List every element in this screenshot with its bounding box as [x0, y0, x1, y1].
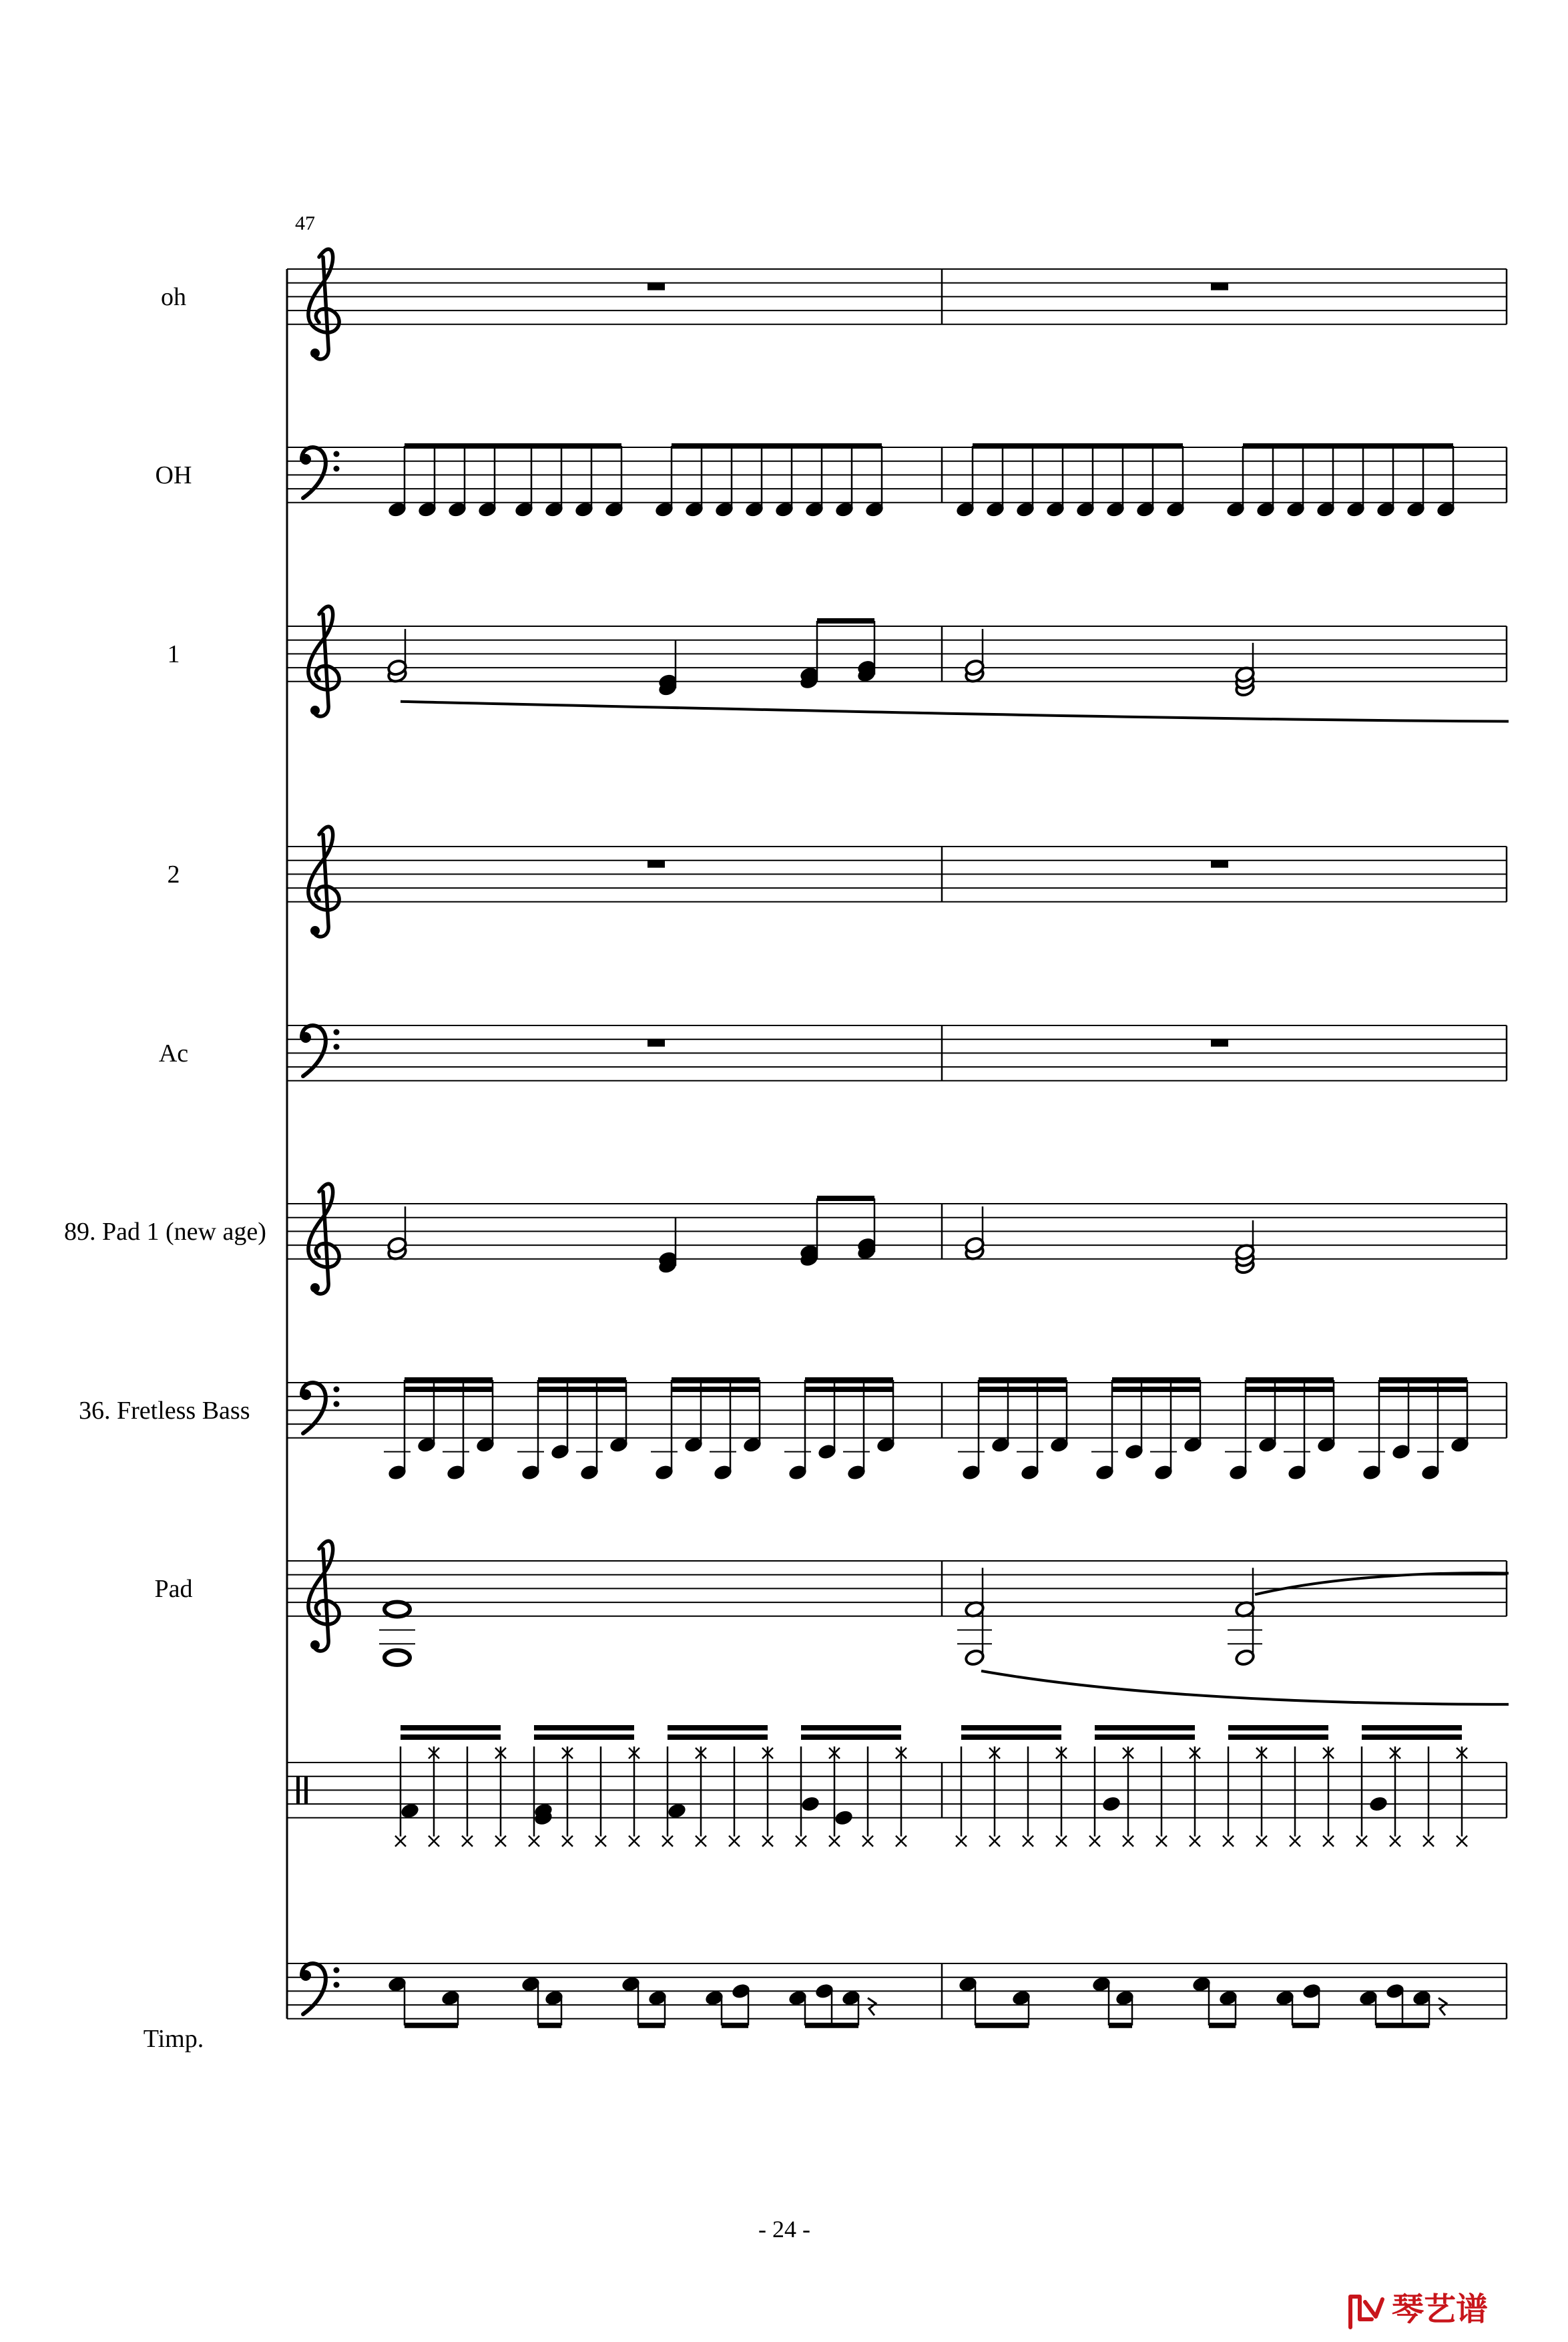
percussion-clef-icon [304, 1777, 308, 1804]
page-number: - 24 - [758, 2216, 810, 2243]
rest-sixteenth [1439, 1998, 1447, 2016]
treble-clef-icon [308, 827, 339, 937]
staff-8 [287, 1763, 1507, 1818]
staff-0 [287, 269, 1507, 324]
instrument-label-pad1-new-age: 89. Pad 1 (new age) [64, 1218, 266, 1246]
instrument-label-OH: OH [155, 461, 192, 489]
instrument-label-2: 2 [167, 861, 180, 889]
staff-9 [287, 1963, 1507, 2019]
instrument-label-timp: Timp. [143, 2025, 204, 2053]
bass-clef-icon [300, 1383, 340, 1433]
instrument-label-pad: Pad [154, 1575, 193, 1603]
bass-clef-icon [300, 1963, 340, 2014]
instrument-label-1: 1 [167, 640, 180, 668]
staff-7 [287, 1561, 1507, 1616]
bass-clef-icon [300, 447, 340, 498]
whole-rest [1211, 861, 1228, 868]
instrument-label-fretless-bass: 36. Fretless Bass [79, 1397, 250, 1425]
measure-number: 47 [295, 212, 315, 234]
staff-5 [287, 1204, 1507, 1259]
treble-clef-icon [308, 606, 339, 716]
whole-note [384, 1650, 410, 1665]
staff-4 [287, 1025, 1507, 1081]
whole-note [384, 1602, 410, 1616]
notehead [800, 1795, 821, 1813]
staff-1 [287, 447, 1507, 503]
treble-clef-icon [308, 1541, 339, 1651]
treble-clef-icon [308, 1184, 339, 1294]
notehead [834, 1809, 854, 1827]
percussion-clef-icon [296, 1777, 300, 1804]
watermark-text: 琴艺谱 [1392, 2291, 1489, 2328]
whole-rest [1211, 283, 1228, 290]
watermark-logo [1345, 2283, 1488, 2333]
rest-sixteenth [868, 1998, 876, 2016]
logo-icon [1345, 2290, 1388, 2333]
slur [401, 702, 1509, 722]
staff-3 [287, 847, 1507, 902]
bass-clef-icon [300, 1025, 340, 1076]
slur [981, 1671, 1509, 1704]
system-bracket-and-staves [287, 249, 1509, 2026]
whole-rest [647, 861, 665, 868]
instrument-label-ac: Ac [158, 1039, 189, 1068]
notehead [1101, 1795, 1122, 1813]
whole-rest [1211, 1039, 1228, 1047]
treble-clef-icon [308, 249, 339, 359]
instrument-label-oh: oh [161, 283, 186, 311]
whole-rest [647, 283, 665, 290]
notehead [1368, 1795, 1389, 1813]
tie [1255, 1573, 1509, 1594]
whole-rest [647, 1039, 665, 1047]
staff-2 [287, 626, 1507, 682]
